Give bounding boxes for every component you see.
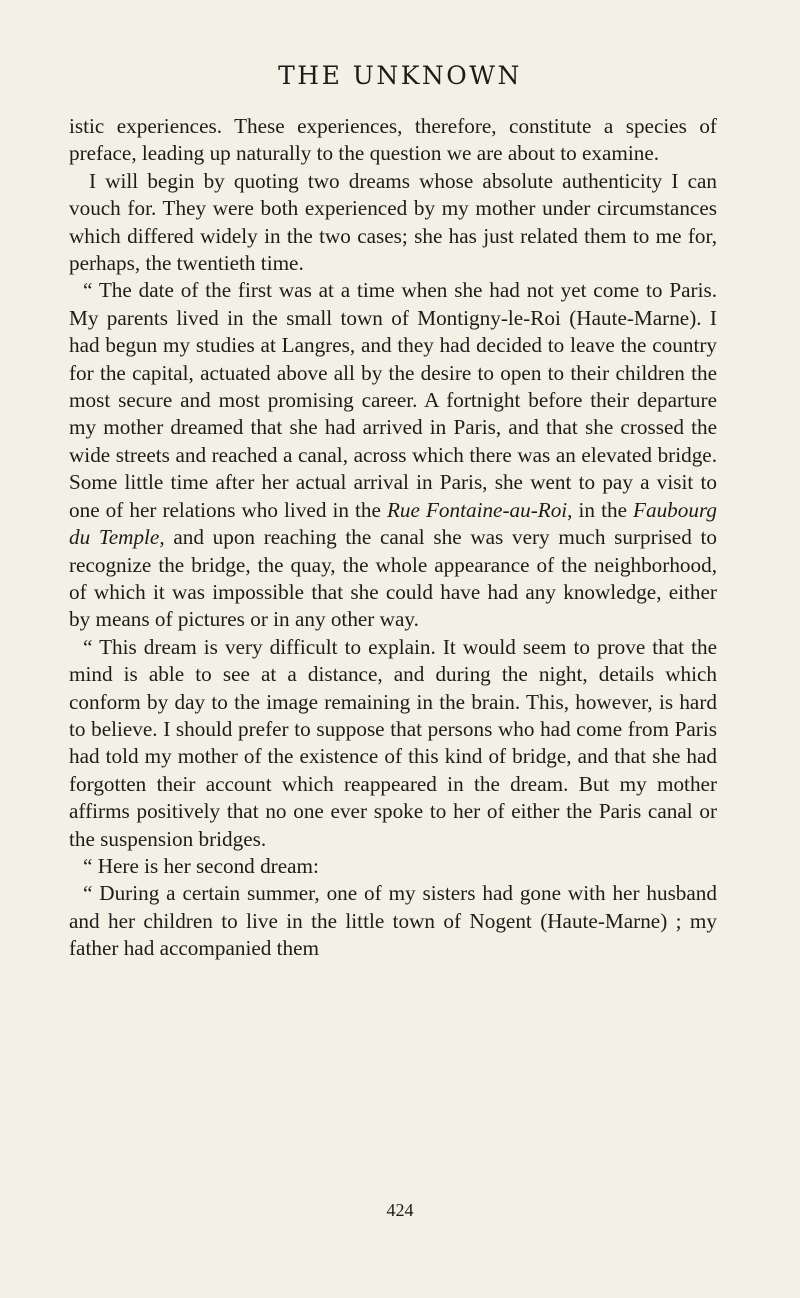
paragraph-second-dream-intro: “ Here is her second dream: — [83, 853, 319, 878]
paragraph-first-dream — [69, 277, 717, 633]
paragraph-first-dream-end: and upon reaching the canal she was very much surprised to recognize the bridge, the quay, the whole appearance of the neighborhood, of which it was impossible that she could have had any knowledge, either by means of pictures or in any other way. — [69, 525, 717, 632]
paragraph-intro: I will begin by quoting two dreams whose absolute authenticity I can vouch for. They were both experienced by my mother under circumstances which differed widely in the two cases; she has just related them to me for, perhaps, the twentieth time. — [69, 168, 717, 276]
paragraph-continuation: istic experiences. These experiences, therefore, constitute a species of preface, leading up naturally to the question we are about to examine. — [69, 114, 717, 166]
street-name-italic: Rue Fontaine-au-Roi, — [386, 497, 573, 522]
paragraph-first-dream-mid: in the — [572, 497, 634, 522]
paragraph-first-dream-text: “ The date of the first was at a time when she had not yet come to Paris. My parents lived in the small town of Montigny-le-Roi (Haute-Marne). I had begun my studies at Langres, and they had decided to leave the country for the capital, actuated above all by the desire to open to their children the most secure and most promising career. A fortnight before their departure my mother dreamed that she had arrived in Paris, and that she crossed the wide streets and reached a canal, across which there was an elevated bridge. Some little time after her actual arrival in Paris, she went to pay a visit to one of her relations who lived in the — [69, 278, 717, 522]
paragraph-explanation: “ This dream is very difficult to explain. It would seem to prove that the mind is able to see at a distance, and during the night, details which conform by day to the image remaining in the brain. This, however, is hard to believe. I should prefer to suppose that persons who had come from Paris had told my mother of the existence of this kind of bridge, and that she had forgotten their account which reappeared in the dream. But my mother affirms positively that no one ever spoke to her of either the Paris canal or the suspension bridges. — [69, 634, 717, 851]
paragraph-second-dream: “ During a certain summer, one of my sisters had gone with her husband and her children to live in the little town of Nogent (Haute-Marne) ; my father had accompanied them — [69, 881, 717, 961]
body-text — [69, 113, 717, 963]
district-name-italic: Faubourg du Temple, — [69, 497, 718, 550]
page-number: 424 — [386, 1200, 414, 1220]
running-head: THE UNKNOWN — [278, 61, 522, 90]
